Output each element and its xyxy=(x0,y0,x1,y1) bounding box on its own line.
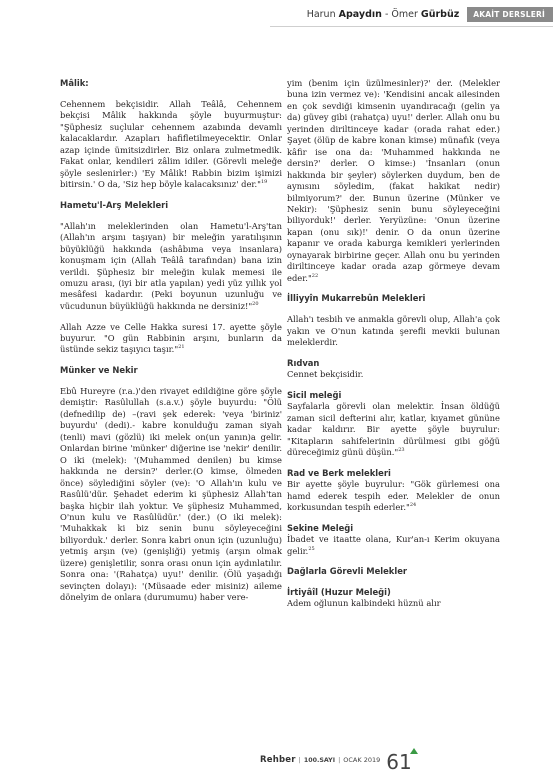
triangle-accent-icon xyxy=(410,748,418,754)
paragraph-sicil: Sayfalarla görevli olan melektir. İnsan öldüğü zaman sicil defterini alır, katlar, kıyamet gününe kadar kaldırır. Bir ayette şöyle buyrulur: "Kitapların sahifelerinin dürülmesi gibi göğü düreceğimiz günü düşün."$^{23}$ xyxy=(287,401,500,458)
author1-first-name: Harun xyxy=(306,8,336,20)
paragraph-rad-berk: Bir ayette şöyle buyrulur: "Gök gürlemesi ona hamd ederek tespih eder. Melekler de onun korkusundan tespih ederler."$^{24}$ xyxy=(287,479,500,513)
author-separator: - xyxy=(381,8,392,20)
paragraph-hakka: Allah Azze ve Celle Hakka suresi 17. ayette şöyle buyurur. "O gün Rabbinin arşını, bunların da üstünde sekiz taşıyıcı taşır."$^{21}$ xyxy=(60,321,282,355)
section-badge: AKAİT DERSLERİ xyxy=(467,7,553,22)
header-authors xyxy=(307,9,460,20)
author2-last-name: Gürbüz xyxy=(420,8,460,20)
paragraph-sekine: İbadet ve itaatte olana, Kur'an-ı Kerim okuyana gelir.$^{25}$ xyxy=(287,534,500,556)
paragraph-malik: Cehennem bekçisidir. Allah Teâlâ, Cehennem bekçisi Mâlik hakkında şöyle buyurmuştur: "Şüphesiz suçlular cehennem azabında devamlı kalacaklardır. Azapları hafifletilmeyecektir. Onlar azap içinde ümitsizdirler. Biz onlara zulmetmedik. Fakat onlar, kendileri zâlim idiler. (Görevli meleğe şöyle seslenirler:) 'Ey Mâlik! Rabbin bizim işimizi bitirsin.' O da, 'Siz hep böyle kalacaksınız' der."$^{19}$ xyxy=(60,98,282,190)
heading-munker-nekir: Münker ve Nekir xyxy=(60,365,138,376)
paragraph-irtiyail: Adem oğlunun kalbindeki hüznü alır xyxy=(287,598,441,609)
footer-separator: | xyxy=(298,756,301,764)
heading-ridvan: Rıdvan xyxy=(287,357,320,368)
author2-first-name: Ömer xyxy=(391,8,418,20)
footnote-ref: 19 xyxy=(260,179,268,186)
footer-separator: | xyxy=(338,756,341,764)
running-header xyxy=(307,5,553,23)
heading-illiyyin: İlliyyîn Mukarrebûn Melekleri xyxy=(287,293,426,304)
footnote-ref: 20 xyxy=(252,301,259,308)
magazine-brand: Rehber xyxy=(260,755,296,765)
heading-sicil: Sicil meleği xyxy=(287,389,342,400)
header-divider xyxy=(270,26,553,27)
footnote-ref: 23 xyxy=(398,447,405,454)
footnote-ref: 22 xyxy=(311,272,319,279)
paragraph-illiyyin: Allah'ı tesbih ve anmakla görevli olup, Allah'a çok yakın ve O'nun katında şerefli mevkii bulunan meleklerdir. xyxy=(287,314,500,348)
page-footer xyxy=(260,748,420,772)
left-column xyxy=(60,78,282,613)
paragraph-munker-nekir-cont: yim (benim için üzülmesinler)?' der. (Melekler buna izin vermez ve): 'Kendisini ancak ailesinden en çok sevdiği kimsenin uyandıracağı (gelin ya da) güvey gibi (rahatça) uyu!' derler. Allah onu bu yerinden diriltinceye kadar (orada rahat eder.) Şayet (ölüp de kabre konan kimse) münafık (veya kâfir ise ona da: 'Muhammed hakkında ne dersin?' derler. O kimse:) 'İnsanları (onun hakkında bir şeyler) söylerken duydum, ben de aynısını söyledim, (fakat hakikat nedir) bilmiyorum?' der. Bunun üzerine (Münker ve Nekir): 'Şüphesiz senin bunu söyleyeceğini biliyorduk!' derler. Yeryüzüne: 'Onun üzerine kapan (onu sık)!' denir. O da onun üzerine kapanır ve orada kaburga kemikleri yerlerinden oynayarak birbirine geçer. Allah onu bu yerinden diriltinceye kadar orada azap görmeye devam eder."$^{22}$ xyxy=(287,78,500,283)
footnote-ref: 21 xyxy=(178,344,185,351)
page-number: 61 xyxy=(386,750,412,774)
heading-rad-berk: Rad ve Berk melekleri xyxy=(287,467,391,478)
paragraph-munker-nekir: Ebû Hureyre (r.a.)'den rivayet edildiğine göre şöyle demiştir: Rasûlullah (s.a.v.) şöyle buyurdu: "Ölü (defnedilip de) –(ravi şek ederek: 'veya 'biriniz' buyurdu' (dedi).- kabre konulduğu zaman siyah (tenli) mavi (gözlü) iki melek on(un yanın)a gelir. Onlardan birine 'münker' diğerine ise 'nekir' denilir. O iki (melek): '(Muhammed denilen) bu kimse hakkında ne dersin?' derler.(O kimse, ölmeden önce) söylediğini söyler (ve): 'O Allah'ın kulu ve Rasûlü'dür. Şehadet ederim ki şüphesiz Allah'tan başka hiçbir ilah yoktur. Ve şüphesiz Muhammed, O'nun kulu ve Rasûlüdür.' (der.) (O iki melek): 'Muhakkak ki biz senin bunu söyleyeceğini biliyorduk.' derler. Sonra kabri onun için (uzunluğu) yetmiş arşın (ve) (genişliği) yetmiş (arşın olmak üzere) genişletilir, sonra orası onun için aydınlatılır. Sonra ona: '(Rahatça) uyu!' denilir. (Ölü yaşadığı sevinçten dolayı): '(Müsaade eder misiniz) aileme dönelyim de onlara (durumumu) haber vere- xyxy=(60,386,282,603)
paragraph-hametul-ars: "Allah'ın meleklerinden olan Hametu'l-Arş'tan (Allah'ın arşını taşıyan) bir meleğin yaratılışının büyüklüğü hakkında (ashâbıma veya insanlara) konuşmam için (Allah Teâlâ tarafından) bana izin verildi. Şüphesiz bir meleğin kulak memesi ile omuzu arası, (iyi bir atla yapılan) yedi yüz yıllık yol mesâfesi kadardır. (Peki boyunun uzunluğu ve vücudunun büyüklüğü hakkında ne dersiniz!"$^{20}$ xyxy=(60,220,282,311)
issue-number: 100.SAYI xyxy=(303,756,336,764)
heading-hametul-ars: Hametu'l-Arş Melekleri xyxy=(60,199,169,210)
heading-malik: Mâlik: xyxy=(60,78,89,88)
heading-irtiyail: İrtiyâîl (Huzur Meleği) xyxy=(287,587,391,598)
right-column xyxy=(287,78,500,619)
footnote-ref: 25 xyxy=(308,545,315,552)
paragraph-ridvan: Cennet bekçisidir. xyxy=(287,369,364,380)
heading-sekine: Sekine Meleği xyxy=(287,522,354,533)
heading-daglar: Dağlarla Görevli Melekler xyxy=(287,566,408,577)
footnote-ref: 24 xyxy=(409,502,417,509)
author1-last-name: Apaydın xyxy=(338,8,382,20)
issue-date: OCAK 2019 xyxy=(343,756,381,764)
